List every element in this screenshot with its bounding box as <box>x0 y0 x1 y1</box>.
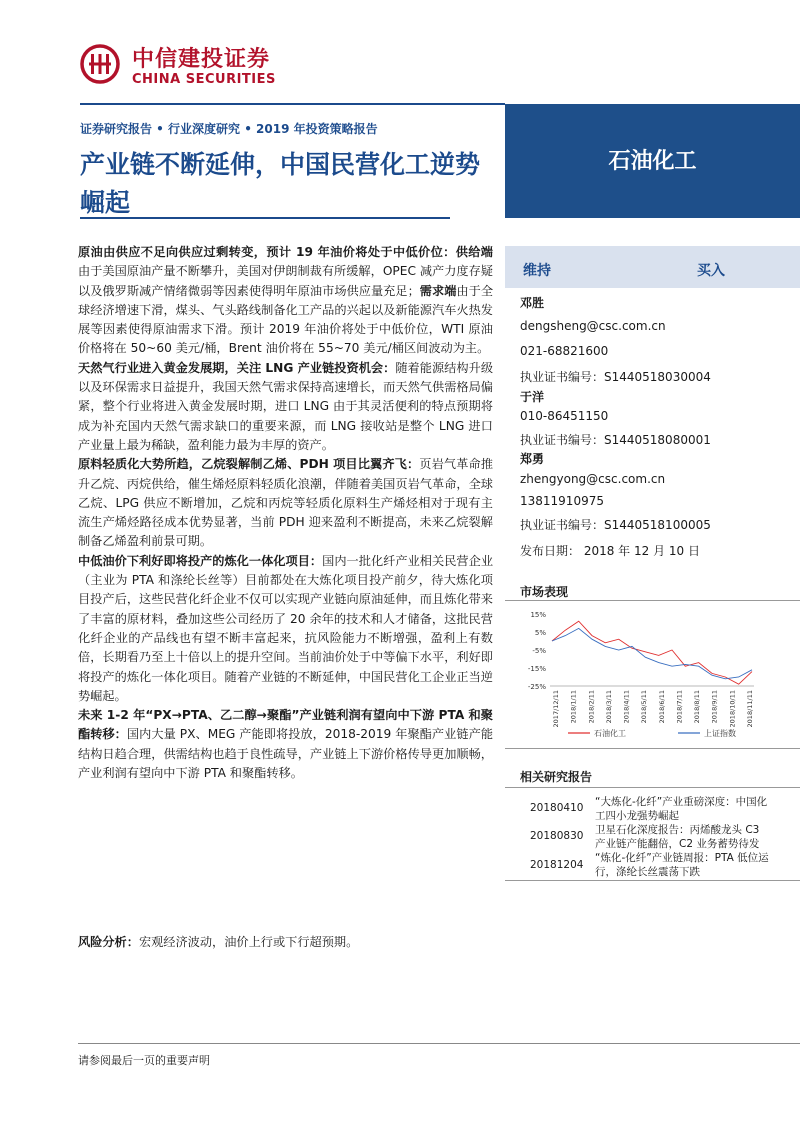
text-lng: 随着能源结构升级以及环保需求日益提升，我国天然气需求保持高速增长，而天然气供需格局偏紧，整个行业将进入黄金发展时期，进口 LNG 由于其灵活便利的特点预期将成为补充国内天然气需求缺口的重要来源，而 LNG 接收站是整个 LNG 进口产业量上最为稀缺，盈利能力最为丰厚的资产。 <box>78 360 494 452</box>
analyst-name: 于洋 <box>520 390 545 404</box>
text-light-feedstock: 页岩气革命推升乙烷、丙烷供给，催生烯烃原料轻质化浪潮，伴随着美国页岩气革命，全球乙烷、LPG 供应不断增加，乙烷和丙烷等轻质化原料生产烯烃相对于现有主流生产烯烃路径成本优势显著，当前 PDH 迎来盈利不断提高，未来乙烷裂解制备乙烯盈利前景可期。 <box>78 457 494 549</box>
report-type: 证券研究报告 • 行业深度研究 • 2019 年投资策略报告 <box>80 122 378 136</box>
chart-title: 市场表现 <box>520 585 569 599</box>
logo-english-name: CHINA SECURITIES <box>132 72 276 87</box>
chart-rule <box>505 748 800 749</box>
legend-label: 石油化工 <box>594 729 626 738</box>
x-tick-label: 2018/9/11 <box>710 690 719 724</box>
rating-current: 买入 <box>697 263 725 279</box>
title-underline <box>80 217 450 219</box>
related-rule <box>505 880 800 881</box>
text-demand: 由于全球经济增速下滑，煤头、气头路线制备化工产品的兴起以及新能源汽车火热发展等因素使得原油需求下滑。预计 2019 年油价将处于中低价位，WTI 原油价格将在 50~60 美元/桶，Brent 油价将在 55~70 美元/桶区间波动为主。 <box>78 283 494 356</box>
heading-refining: 中低油价下利好即将投产的炼化一体化项目： <box>78 553 323 568</box>
header-rule <box>80 103 505 105</box>
analyst-cert: 执业证书编号：S1440518080001 <box>520 433 711 447</box>
x-tick-label: 2018/5/11 <box>640 690 649 724</box>
paragraph-polyester <box>78 706 493 783</box>
footer-rule <box>78 1043 800 1044</box>
paragraph-oil <box>78 243 493 359</box>
analyst-name: 邓胜 <box>520 296 545 310</box>
rating-bar <box>505 246 800 288</box>
x-tick-label: 2018/11/11 <box>746 690 754 728</box>
sector-name: 石油化工 <box>608 149 697 174</box>
analyst-phone: 021-68821600 <box>520 344 609 358</box>
related-date: 20180830 <box>530 830 584 842</box>
heading-light-feedstock: 原料轻质化大势所趋，乙烷裂解制乙烯、PDH 项目比翼齐飞： <box>78 457 420 472</box>
y-tick-label: 5% <box>534 629 546 637</box>
label-demand: 需求端 <box>419 283 457 298</box>
risk-label: 风险分析： <box>78 935 139 949</box>
rating-previous: 维持 <box>523 263 551 279</box>
disclaimer-notice: 请参阅最后一页的重要声明 <box>78 1054 210 1067</box>
heading-lng: 天然气行业进入黄金发展期，关注 LNG 产业链投资机会： <box>78 360 396 375</box>
analyst-email[interactable]: dengsheng@csc.com.cn <box>520 319 666 333</box>
label-supply: 供给端 <box>455 245 493 259</box>
y-tick-label: -15% <box>527 665 546 673</box>
x-tick-label: 2018/8/11 <box>693 690 702 724</box>
x-tick-label: 2018/1/11 <box>569 690 578 724</box>
summary-body <box>78 243 493 783</box>
analyst-name: 郑勇 <box>520 452 545 466</box>
related-report-link[interactable]: “炼化-化纤”产业链周报：PTA 低位运行，涤纶长丝震荡下跌 <box>595 852 769 878</box>
paragraph-refining <box>78 552 493 706</box>
analyst-cert: 执业证书编号：S1440518030004 <box>520 370 711 384</box>
heading-oil: 原油由供应不足向供应过剩转变，预计 19 年油价将处于中低价位： <box>78 245 456 259</box>
risk-text: 宏观经济波动，油价上行或下行超预期。 <box>138 935 359 949</box>
analyst-phone: 13811910975 <box>520 494 604 508</box>
x-tick-label: 2018/10/11 <box>728 690 737 728</box>
market-performance-chart <box>518 604 758 746</box>
x-tick-label: 2018/7/11 <box>675 690 684 724</box>
related-reports-title: 相关研究报告 <box>520 770 593 784</box>
publish-date: 发布日期： 2018 年 12 月 10 日 <box>520 544 700 558</box>
x-tick-label: 2018/2/11 <box>587 690 596 724</box>
related-date: 20180410 <box>530 802 584 814</box>
related-date: 20181204 <box>530 859 584 871</box>
related-report-link[interactable]: 卫星石化深度报告：丙烯酸龙头 C3 产业链产能翻倍，C2 业务蓄势待发 <box>595 824 760 850</box>
y-tick-label: -5% <box>532 647 546 655</box>
chart-rule <box>505 600 800 601</box>
csc-logo-icon <box>80 44 120 84</box>
y-tick-label: 15% <box>530 611 546 619</box>
related-report-link[interactable]: “大炼化-化纤”产业重磅深度：中国化工四小龙强势崛起 <box>595 796 768 822</box>
paragraph-light-feedstock <box>78 455 493 551</box>
x-tick-label: 2017/12/11 <box>552 690 560 728</box>
report-title: 产业链不断延伸，中国民营化工逆势崛起 <box>80 150 481 217</box>
x-tick-label: 2018/3/11 <box>604 690 613 724</box>
logo-chinese-name: 中信建投证券 <box>132 47 271 72</box>
x-tick-label: 2018/4/11 <box>622 690 631 724</box>
analyst-phone: 010-86451150 <box>520 409 609 423</box>
company-logo <box>80 42 290 98</box>
text-supply: 由于美国原油产量不断攀升，美国对伊朗制裁有所缓解，OPEC 减产力度存疑以及俄罗斯减产情绪微弱等因素使得明年原油市场供应量充足； <box>78 264 493 298</box>
risk-analysis <box>78 933 493 950</box>
sector-banner <box>505 104 800 218</box>
analyst-email[interactable]: zhengyong@csc.com.cn <box>520 472 666 486</box>
related-rule <box>505 787 800 788</box>
text-polyester: 国内大量 PX、MEG 产能即将投放，2018-2019 年聚酯产业链产能结构日趋合理，供需结构也趋于良性疏导，产业链上下游价格传导更加顺畅，产业利润有望向中下游 PTA 和聚酯转移。 <box>78 727 494 781</box>
legend-label: 上证指数 <box>704 729 736 738</box>
text-refining: 国内一批化纤产业相关民营企业（主业为 PTA 和涤纶长丝等）目前都处在大炼化项目投产前夕，待大炼化项目投产后，这些民营化纤企业不仅可以实现产业链向原油延伸，而且炼化带来了丰富的原材料，叠加这些公司经历了 20 余年的技术和人才储备，这批民营化纤企业的产品线也有望不断丰富起来，抗风险能力不断增强，盈利上有数倍，长期看乃至上十倍以上的提升空间。当前油价处于中等偏下水平，利好即将投产的炼化一体化项目。随着产业链的不断延伸，中国民营化工企业正当逆势崛起。 <box>78 553 494 703</box>
paragraph-lng <box>78 359 493 455</box>
x-tick-label: 2018/6/11 <box>657 690 666 724</box>
analyst-cert: 执业证书编号：S1440518100005 <box>520 518 711 532</box>
y-tick-label: -25% <box>527 683 546 691</box>
heading-polyester: 未来 1-2 年“PX→PTA、乙二醇→聚酯”产业链利润有望向中下游 PTA 和聚酯转移： <box>78 708 493 742</box>
